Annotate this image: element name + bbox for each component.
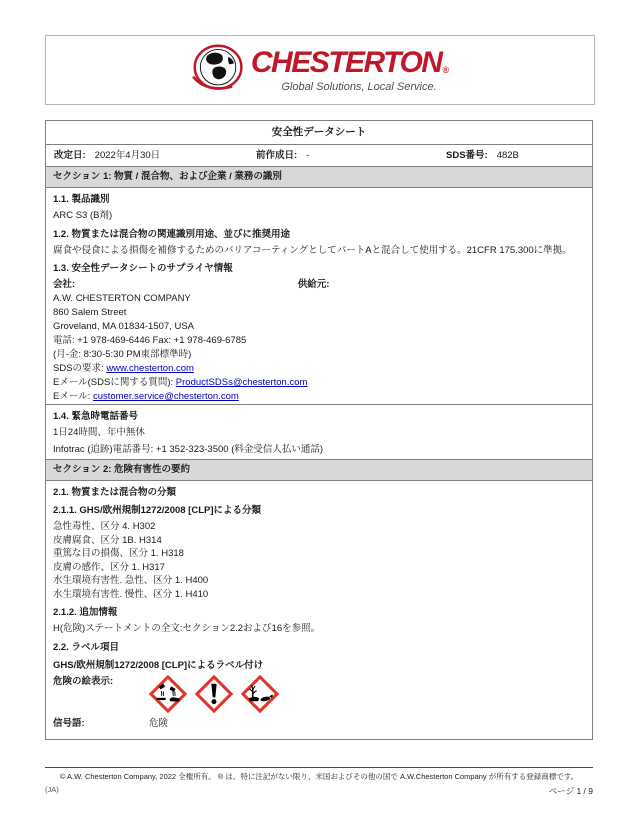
emergency-availability: 1日24時間、年中無休 xyxy=(53,427,145,438)
revision-date xyxy=(54,145,160,166)
customer-service-email-link[interactable]: customer.service@chesterton.com xyxy=(92,391,239,402)
additional-info-text: H(危険)ステートメントの全文:セクション2.2および16を参照。 xyxy=(53,623,321,634)
company-label: 会社: xyxy=(53,279,76,290)
sds-number-label: SDS番号: xyxy=(446,150,488,161)
supplier-label: 供給元: xyxy=(297,279,330,290)
company-street: 860 Salem Street xyxy=(53,307,127,318)
subsection-1-2-title: 1.2. 物質または混合物の関連識別用途、並びに推奨用途 xyxy=(53,228,290,240)
document-meta-row xyxy=(46,145,592,167)
company-city: Groveland, MA 01834-1507, USA xyxy=(53,321,195,332)
sds-table xyxy=(45,120,593,740)
signal-word-row xyxy=(53,717,585,731)
email-sds-label: Eメール(SDSに関する質問): xyxy=(53,377,176,388)
footer-meta-row xyxy=(45,785,593,797)
company-column xyxy=(53,278,308,404)
subsection-2-1-2-title: 2.1.2. 追加情報 xyxy=(53,607,118,618)
subsection-1-1-title: 1.1. 製品識別 xyxy=(53,194,110,205)
language-code: (JA) xyxy=(45,785,59,794)
revision-date-label: 改定日: xyxy=(54,150,86,161)
supplier-columns xyxy=(53,278,585,404)
previous-date-label: 前作成日: xyxy=(256,150,298,161)
brand-column xyxy=(250,45,450,93)
section2-header: セクション 2: 危険有害性の要約 xyxy=(46,459,592,481)
revision-date-value: 2022年4月30日 xyxy=(94,150,161,161)
chesterton-logo xyxy=(191,42,449,98)
hazard-classification: 急性毒性、区分 4. H302 xyxy=(53,521,156,532)
signal-word-label: 信号語: xyxy=(53,717,85,729)
ghs-pictograms xyxy=(149,675,279,713)
emergency-phone-number: Infotrac (追跡)電話番号: +1 352-323-3500 (料金受信人払い通話) xyxy=(53,443,324,455)
clp-labelling-subtitle: GHS/欧州規制1272/2008 [CLP]によるラベル付け xyxy=(53,659,264,671)
hazard-classification: 水生環境有害性. 急性、区分 1. H400 xyxy=(53,575,209,586)
subsection-2-1-1-title: 2.1.1. GHS/欧州規制1272/2008 [CLP]による分類 xyxy=(53,505,262,516)
email-customer-label: Eメール: xyxy=(53,391,93,402)
emergency-phone-block xyxy=(46,404,592,456)
subsection-1-4-title: 1.4. 緊急時電話番号 xyxy=(53,411,138,422)
globe-icon xyxy=(191,42,247,98)
email-sds-line xyxy=(53,376,308,390)
hazard-classification: 水生環境有害性. 慢性、区分 1. H410 xyxy=(53,588,209,600)
hazard-classification: 皮膚腐食、区分 1B. H314 xyxy=(53,534,162,546)
sds-number-value: 482B xyxy=(496,150,519,161)
registered-mark: ® xyxy=(442,64,450,75)
ghs05-corrosion-icon xyxy=(149,675,187,713)
section2-content xyxy=(46,486,592,731)
ghs09-environment-icon xyxy=(241,675,279,713)
sds-request-line xyxy=(53,362,298,376)
hazard-classification: 皮膚の感作、区分 1. H317 xyxy=(53,561,165,573)
document-title: 安全性データシート xyxy=(46,121,592,145)
recommended-use-text: 腐食や侵食による損傷を補修するためのバリアコーティングとしてパートAと混合して使用する。21CFR 175.300に準拠。 xyxy=(53,244,572,256)
company-name: A.W. CHESTERTON COMPANY xyxy=(53,293,191,304)
product-sds-email-link[interactable]: ProductSDSs@chesterton.com xyxy=(175,377,308,388)
email-customer-line xyxy=(53,390,298,404)
company-hours: (月-金: 8:30-5:30 PM東部標準時) xyxy=(53,349,192,360)
pictogram-label: 危険の絵表示: xyxy=(53,675,114,687)
brand-tagline: Global Solutions, Local Service. xyxy=(281,80,437,93)
ghs07-exclamation-icon xyxy=(195,675,233,713)
company-phone-fax: 電話: +1 978-469-6446 Fax: +1 978-469-6785 xyxy=(53,335,247,346)
logo-box xyxy=(45,35,595,105)
product-name: ARC S3 (B剤) xyxy=(53,210,113,221)
signal-word-value: 危険 xyxy=(149,717,169,729)
page-number: ページ 1 / 9 xyxy=(548,786,593,796)
subsection-2-2-title: 2.2. ラベル項目 xyxy=(53,641,119,653)
previous-date-value: - xyxy=(306,150,310,161)
supplier-column xyxy=(298,278,585,404)
subsection-2-1-title: 2.1. 物質または混合物の分類 xyxy=(53,487,176,498)
hazard-classification: 重篤な目の損傷、区分 1. H318 xyxy=(53,548,184,559)
subsection-1-3-title: 1.3. 安全性データシートのサプライヤ情報 xyxy=(53,263,233,274)
section1-content xyxy=(46,193,592,404)
hazard-pictogram-row xyxy=(53,675,585,713)
section1-header: セクション 1: 物質 / 混合物、および企業 / 業務の識別 xyxy=(46,167,592,188)
copyright-text: © A.W. Chesterton Company, 2022 全権所有。 ® は、特に注記がない限り、米国およびその他の国で A.W.Chesterton Company が所有する登録商標です。 xyxy=(59,772,579,781)
sds-request-label: SDSの要求: xyxy=(53,363,107,374)
previous-date xyxy=(256,145,309,166)
website-link[interactable]: www.chesterton.com xyxy=(106,363,194,374)
brand-name: CHESTERTON xyxy=(250,45,442,79)
page-footer xyxy=(45,767,593,797)
sds-number xyxy=(446,145,519,166)
